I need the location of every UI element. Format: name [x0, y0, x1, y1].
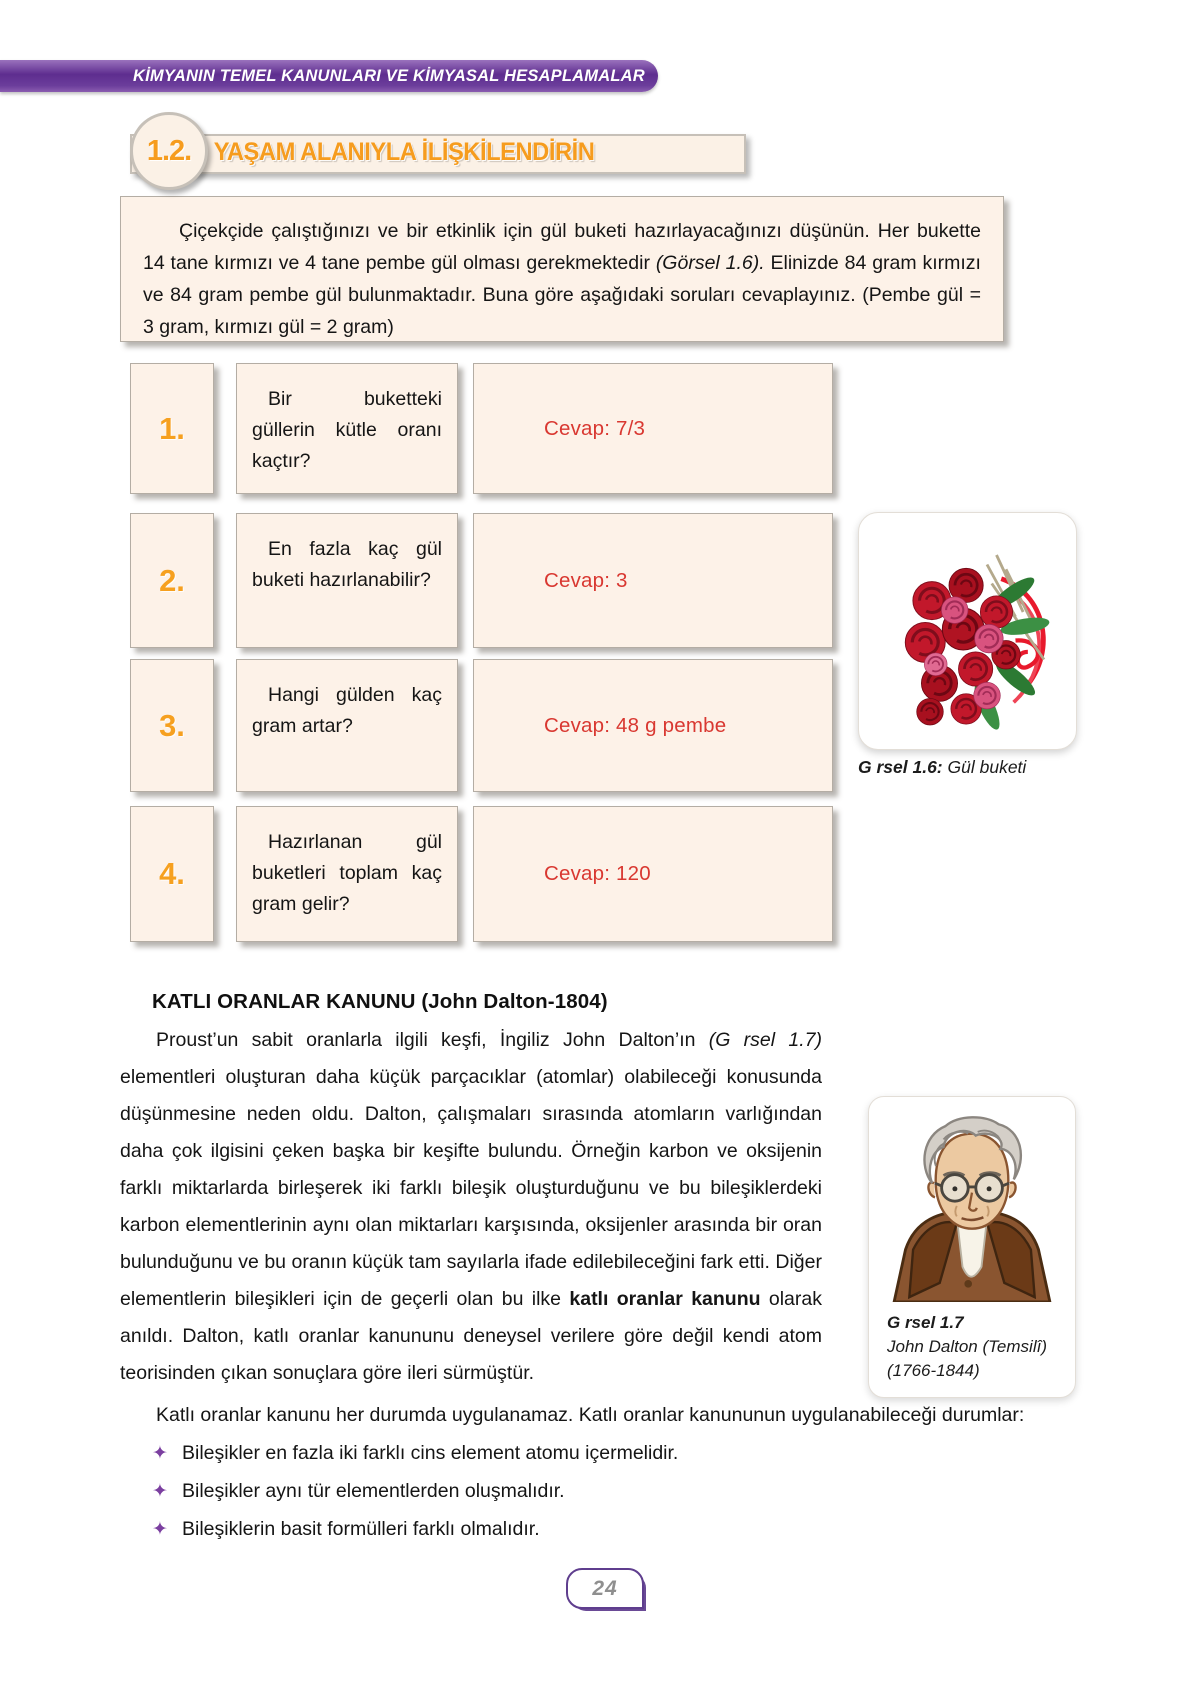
star-bullet-icon: ✦	[152, 1519, 168, 1540]
figure-dalton-caption-line2: John Dalton (Temsilî)	[887, 1337, 1047, 1356]
question-text-box	[236, 513, 458, 648]
question-number-box	[130, 363, 214, 494]
answer-text: Cevap: 48 g pembe	[544, 713, 727, 737]
question-text: Hazırlanan gül buketleri toplam kaç gram gelir?	[252, 831, 442, 915]
answer-box	[473, 513, 833, 648]
chapter-title: KİMYANIN TEMEL KANUNLARI VE KİMYASAL HESAPLAMALAR	[133, 67, 645, 85]
list-item	[152, 1440, 1032, 1467]
question-number-box	[130, 513, 214, 648]
list-item	[152, 1516, 1032, 1543]
page-number: 24	[592, 1576, 618, 1600]
question-text-box	[236, 806, 458, 942]
figure-rose-caption-label: G rsel 1.6:	[858, 757, 943, 777]
law-section-heading: KATLI ORANLAR KANUNU (John Dalton-1804)	[152, 990, 608, 1013]
star-bullet-icon: ✦	[152, 1481, 168, 1502]
page-number-badge	[566, 1568, 644, 1609]
section-number-badge	[130, 112, 208, 190]
section-title-bar	[130, 134, 746, 174]
question-text-box	[236, 363, 458, 494]
figure-dalton-caption-line3: (1766-1844)	[887, 1361, 980, 1380]
list-item-text: Bileşikler en fazla iki farklı cins element atomu içermelidir.	[182, 1442, 679, 1464]
figure-dalton	[868, 1096, 1076, 1398]
list-item	[152, 1478, 1032, 1505]
answer-text: Cevap: 120	[544, 862, 651, 885]
section-number: 1.2.	[146, 134, 192, 167]
section-title: YAŞAM ALANIYLA İLİŞKİLENDİRİN	[213, 138, 595, 166]
question-number: 4.	[159, 856, 185, 891]
figure-dalton-caption-label: G rsel 1.7	[887, 1313, 964, 1332]
question-text: En fazla kaç gül buketi hazırlanabilir?	[252, 538, 442, 591]
chapter-header-bar	[0, 60, 658, 92]
intro-box	[120, 196, 1004, 342]
law-paragraph: Proust’un sabit oranlarla ilgili keşfi, İngiliz John Dalton’ın (G rsel 1.7) elementleri oluşturan daha küçük parçacıklar (atomlar) olabileceği konusunda düşünmesine neden oldu. Dalton, çalışmaları sırasında atomların varlığından daha çok ilgisini çeken başka bir keşifte bulundu. Örneğin karbon ve oksijenin farklı miktarlarda birleşerek iki farklı bileşik oluşturduğunu ve bu bileşiklerdeki karbon elementlerinin aynı olan miktarları karşısında, oksijenler arasında bir oran bulunduğunu ve bu oranın küçük tam sayılarla ifade edilebileceğini fark etti. Diğer elementlerin bileşikleri için de geçerli olan bu ilke katlı oranlar kanunu olarak anıldı. Dalton, katlı oranlar kanununu deneysel verilere göre değil kendi atom teorisinden çıkan sonuçlara göre ileri sürmüştür.	[120, 1029, 822, 1384]
answer-text: Cevap: 3	[544, 568, 628, 592]
question-text-box	[236, 659, 458, 792]
answer-box	[473, 363, 833, 494]
law-applicability-intro: Katlı oranlar kanunu her durumda uygulanamaz. Katlı oranlar kanununun uygulanabileceği durumlar:	[156, 1404, 1025, 1426]
intro-text: Çiçekçide çalıştığınızı ve bir etkinlik için gül buketi hazırlayacağınızı düşünün. Her bukette 14 tane kırmızı ve 4 tane pembe gül olması gerekmektedir (Görsel 1.6). Elinizde 84 gram kırmızı ve 84 gram pembe gül bulunmaktadır. Buna göre aşağıdaki soruları cevaplayınız. (Pembe gül = 3 gram, kırmızı gül = 2 gram)	[143, 220, 981, 338]
figure-rose-caption-text: Gül buketi	[942, 757, 1027, 777]
question-text: Bir buketteki güllerin kütle oranı kaçtır?	[252, 388, 442, 472]
star-bullet-icon: ✦	[152, 1443, 168, 1464]
list-item-text: Bileşiklerin basit formülleri farklı olmalıdır.	[182, 1518, 540, 1540]
law-conditions-list	[152, 1440, 1032, 1554]
rose-bouquet-illustration	[873, 526, 1063, 736]
question-number: 1.	[159, 410, 185, 446]
question-number-box	[130, 806, 214, 942]
answer-box	[473, 659, 833, 792]
question-number: 3.	[159, 707, 185, 743]
question-text: Hangi gülden kaç gram artar?	[252, 684, 442, 737]
answer-box	[473, 806, 833, 942]
list-item-text: Bileşikler aynı tür elementlerden oluşmalıdır.	[182, 1480, 565, 1502]
question-number: 2.	[159, 562, 185, 598]
answer-text: Cevap: 7/3	[544, 416, 646, 440]
figure-dalton-caption	[877, 1311, 1067, 1383]
figure-rose-caption	[858, 757, 1026, 778]
dalton-portrait-illustration	[877, 1107, 1067, 1302]
question-number-box	[130, 659, 214, 792]
figure-rose-bouquet	[858, 512, 1077, 750]
